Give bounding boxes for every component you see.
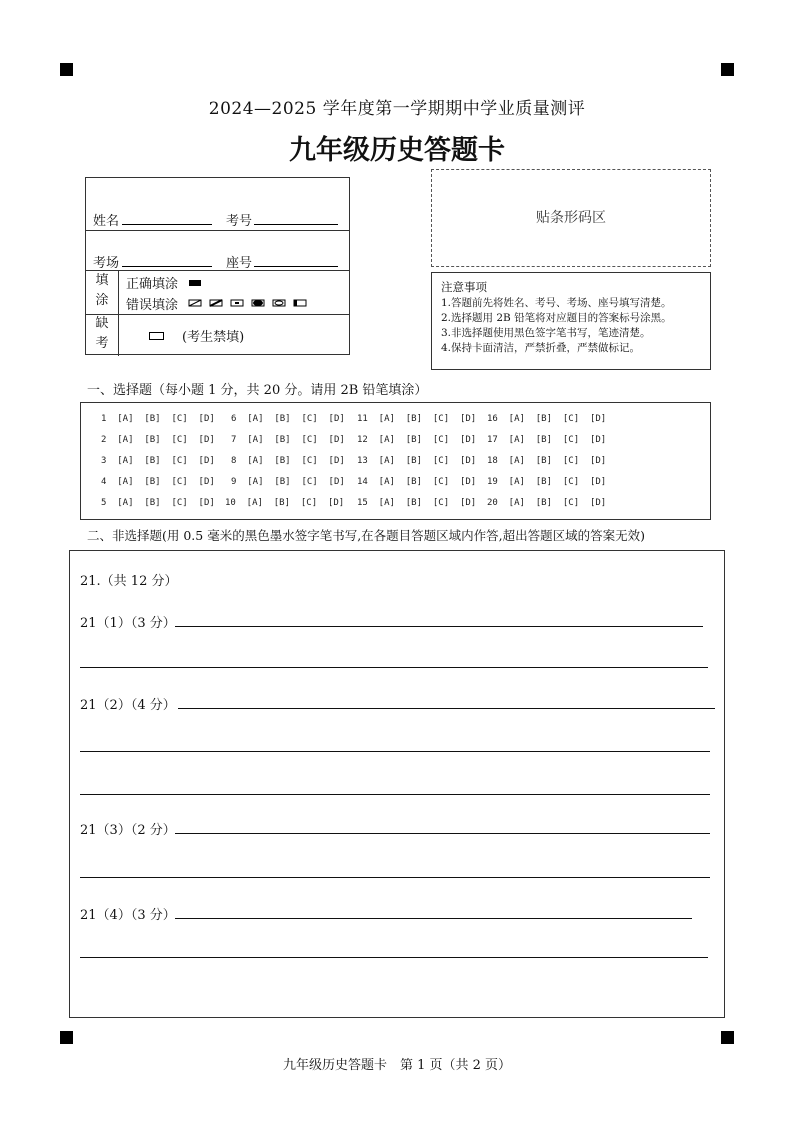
page-title: 九年级历史答题卡	[289, 135, 505, 166]
info-row-absent	[86, 314, 349, 356]
choice-question[interactable]: 1 [A] [B] [C] [D]	[101, 414, 215, 424]
answer-line[interactable]	[178, 708, 715, 709]
notice-item: 2.选择题用 2B 铅笔将对应题目的答案标号涂黑。	[441, 312, 672, 324]
choice-question[interactable]: 3 [A] [B] [C] [D]	[101, 456, 215, 466]
info-row-room	[86, 230, 349, 271]
answer-line[interactable]	[80, 751, 710, 752]
wrong-fill-samples	[188, 297, 308, 313]
correct-fill-label: 正确填涂	[126, 277, 179, 292]
answer-line[interactable]	[80, 877, 710, 878]
written-answer-box	[69, 550, 725, 1018]
absent-label-2: 考	[95, 336, 109, 351]
choice-question[interactable]: 6 [A] [B] [C] [D]	[231, 414, 345, 424]
absent-label-1: 缺	[95, 316, 109, 331]
choice-question[interactable]: 18 [A] [B] [C] [D]	[487, 456, 607, 466]
exam-number-field[interactable]	[254, 210, 338, 225]
divider	[118, 314, 119, 356]
answer-line[interactable]	[80, 667, 708, 668]
choice-question[interactable]: 16 [A] [B] [C] [D]	[487, 414, 607, 424]
barcode-area: 贴条形码区	[431, 169, 711, 267]
seat-label: 座号	[226, 256, 253, 271]
question-21-3-label: 21（3）（2 分）	[80, 823, 176, 838]
fill-label-1: 填	[95, 273, 109, 288]
absent-checkbox[interactable]	[149, 332, 164, 340]
question-21-title: 21.（共 12 分）	[80, 574, 178, 589]
section-1-label: 一、选择题（每小题 1 分，共 20 分。请用 2B 铅笔填涂）	[87, 383, 428, 398]
answer-line[interactable]	[175, 626, 703, 627]
divider	[118, 270, 119, 314]
registration-mark	[60, 63, 73, 76]
name-field[interactable]	[122, 210, 212, 225]
notice-heading: 注意事项	[441, 280, 487, 294]
choice-question[interactable]: 9 [A] [B] [C] [D]	[231, 477, 345, 487]
question-21-2-label: 21（2）（4 分）	[80, 698, 176, 713]
choice-answer-grid	[80, 402, 711, 520]
choice-question[interactable]: 8 [A] [B] [C] [D]	[231, 456, 345, 466]
exam-subtitle: 2024—2025 学年度第一学期期中学业质量测评	[208, 99, 586, 119]
info-row-name	[86, 178, 349, 231]
notice-item: 4.保持卡面清洁，严禁折叠，严禁做标记。	[441, 342, 641, 354]
info-row-fill-example	[86, 270, 349, 315]
student-info-box	[85, 177, 350, 355]
fill-label-2: 涂	[95, 293, 109, 308]
registration-mark	[60, 1031, 73, 1044]
choice-question[interactable]: 5 [A] [B] [C] [D]	[101, 498, 215, 508]
choice-question[interactable]: 15 [A] [B] [C] [D]	[357, 498, 477, 508]
question-21-1-label: 21（1）（3 分）	[80, 616, 176, 631]
choice-question[interactable]: 17 [A] [B] [C] [D]	[487, 435, 607, 445]
choice-question[interactable]: 13 [A] [B] [C] [D]	[357, 456, 477, 466]
choice-question[interactable]: 12 [A] [B] [C] [D]	[357, 435, 477, 445]
page-footer: 九年级历史答题卡 第 1 页（共 2 页）	[282, 1058, 512, 1073]
notice-item: 1.答题前先将姓名、考号、考场、座号填写清楚。	[441, 297, 672, 309]
room-field[interactable]	[122, 252, 212, 267]
choice-question[interactable]: 19 [A] [B] [C] [D]	[487, 477, 607, 487]
answer-line[interactable]	[80, 957, 708, 958]
notice-box	[431, 272, 711, 370]
notice-item: 3.非选择题使用黑色签字笔书写，笔迹清楚。	[441, 327, 651, 339]
question-21-4-label: 21（4）（3 分）	[80, 908, 176, 923]
room-label: 考场	[93, 256, 120, 271]
correct-fill-sample	[189, 280, 201, 286]
answer-line[interactable]	[175, 833, 710, 834]
choice-question[interactable]: 2 [A] [B] [C] [D]	[101, 435, 215, 445]
name-label: 姓名	[93, 214, 120, 229]
choice-question[interactable]: 14 [A] [B] [C] [D]	[357, 477, 477, 487]
absent-note: (考生禁填)	[182, 330, 245, 345]
choice-question[interactable]: 20 [A] [B] [C] [D]	[487, 498, 607, 508]
registration-mark	[721, 1031, 734, 1044]
wrong-fill-label: 错误填涂	[126, 298, 179, 313]
exam-number-label: 考号	[226, 214, 253, 229]
answer-line[interactable]	[175, 918, 692, 919]
choice-question[interactable]: 7 [A] [B] [C] [D]	[231, 435, 345, 445]
seat-field[interactable]	[254, 252, 338, 267]
choice-question[interactable]: 11 [A] [B] [C] [D]	[357, 414, 477, 424]
registration-mark	[721, 63, 734, 76]
section-2-label: 二、非选择题(用 0.5 毫米的黑色墨水签字笔书写,在各题目答题区域内作答,超出答题区域的答案无效)	[87, 528, 646, 543]
wrong-fill-icons	[188, 297, 308, 309]
answer-line[interactable]	[80, 794, 710, 795]
choice-question[interactable]: 4 [A] [B] [C] [D]	[101, 477, 215, 487]
choice-question[interactable]: 10 [A] [B] [C] [D]	[225, 498, 345, 508]
